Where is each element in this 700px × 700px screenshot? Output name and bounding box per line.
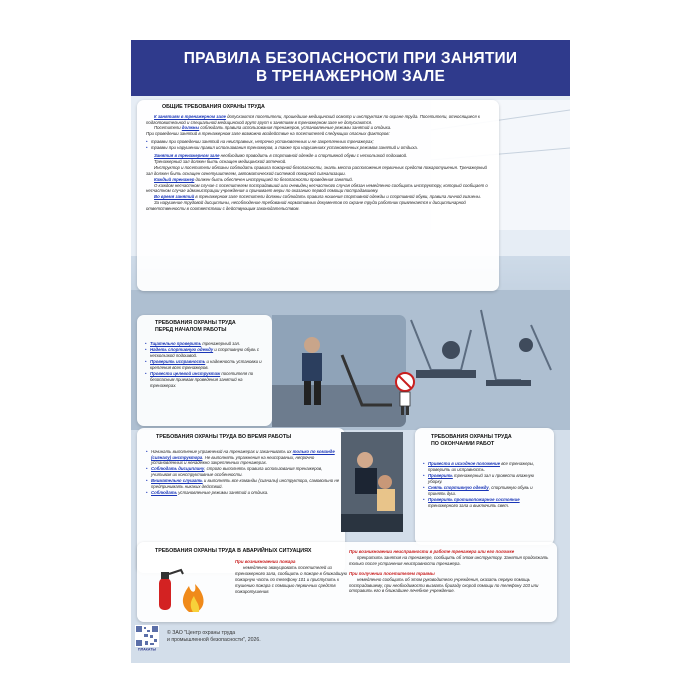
general-p9-text: в тренажерном зале посетители должны соблюдать правила ношения спортивной одежды и спортивной обуви, правила личной гигиены.	[194, 194, 481, 200]
before-item-link: Провести целевой инструктаж	[150, 370, 221, 376]
general-p2-text: соблюдать правила использования тренажеров, установленные режимы занятий и отдыха.	[199, 125, 392, 131]
fault-heading: При возникновении неисправности в работе тренажера или его поломке	[349, 549, 515, 554]
during-item	[146, 490, 341, 496]
qr-caption: ПЛАКАТЫ	[137, 647, 157, 651]
general-paragraph-8: О каждом несчастном случае с посетителем пострадавший или очевидец несчастного случая обязан немедленно сообщить инструктору, который сообщает о несчастном случае администрации учреждения и принимает меры по оказанию первой помощи пострадавшему.	[146, 182, 488, 194]
emergency-panel	[137, 542, 557, 622]
general-p1-link: К занятиям в тренажерном зале	[154, 113, 226, 119]
after-item-text: тренажерный зал и провести влажную уборку.	[428, 473, 534, 484]
after-item-text: , спортивную обувь и принять душ.	[428, 484, 533, 496]
after-item-text: тренажерного зала и выключить свет.	[428, 502, 509, 508]
after-item	[423, 473, 548, 485]
before-item-link: Тщательно проверить	[150, 341, 202, 347]
general-requirements-panel	[137, 100, 499, 291]
after-item-text: все тренажеры, проверить их исправность.	[428, 461, 535, 473]
general-p7-text: должен быть обеспечен инструкцией по безопасности проведения занятий.	[194, 176, 354, 182]
qr-code-icon	[135, 625, 159, 651]
fire-heading: При возникновении пожара	[235, 559, 296, 564]
after-work-list	[423, 461, 548, 508]
fault-text: прекратить занятия на тренажере, сообщить об этом инструктору. Занятия продолжать только после устранения неисправности тренажера.	[349, 554, 549, 566]
after-item	[423, 461, 548, 473]
after-item-link: Проверить противопожарное состояние	[428, 496, 520, 502]
before-work-title-line-2: ПЕРЕД НАЧАЛОМ РАБОТЫ	[155, 326, 227, 333]
trainer-photo	[341, 432, 403, 532]
after-item	[423, 497, 548, 509]
poster	[131, 40, 570, 663]
general-paragraph-6: Инструктор и посетители обязаны соблюдать правила пожарной безопасности, знать места расположения первичных средств пожаротушения. Тренажерный зал должен быть оснащен огнетушителем, автоматической системой пожарной сигнализации.	[146, 164, 487, 176]
general-requirements-title: ОБЩИЕ ТРЕБОВАНИЯ ОХРАНЫ ТРУДА	[162, 104, 265, 110]
injury-text: немедленно сообщить об этом руководителю учреждения, оказать первую помощь пострадавшему, при необходимости вызвать бригаду скорой помощи по телефону 103 или отправить его в ближайшее лечебное учреждение.	[349, 576, 539, 594]
during-work-title: ТРЕБОВАНИЯ ОХРАНЫ ТРУДА ВО ВРЕМЯ РАБОТЫ	[156, 434, 292, 440]
gym-photo	[272, 315, 406, 427]
fire-block	[235, 559, 349, 594]
poster-title	[131, 40, 570, 96]
before-item-link: Проверить исправность	[150, 358, 206, 364]
general-p2-link: должны	[181, 125, 200, 131]
copyright-line-1: © ЗАО "Центр охраны труда	[167, 630, 236, 636]
before-work-title-line-1: ТРЕБОВАНИЯ ОХРАНЫ ТРУДА	[155, 320, 236, 326]
during-item-text: . Не выполнять упражнения на неисправных, непрочно установленных и ненадежно закрепленных тренажерах.	[151, 454, 315, 466]
before-work-panel	[137, 315, 272, 426]
after-item-link: Привести в исходное положение	[428, 461, 501, 467]
general-p4-link: Занятия в тренажерном зале	[154, 153, 220, 159]
general-paragraph-5: Тренажерный зал должен быть оснащен медицинской аптечкой.	[154, 158, 287, 164]
general-p2-start: Посетители	[154, 125, 182, 131]
injury-heading: При получении посетителем травмы	[349, 570, 435, 576]
hazard-item: • травмы при проведении занятий на неисправных, непрочно установленных и не закрепленных тренажерах;	[146, 139, 491, 145]
fault-block	[349, 549, 551, 594]
general-p9-link: Во время занятий	[154, 194, 195, 200]
copyright-line-2: и промышленной безопасности", 2026.	[167, 636, 261, 643]
during-item-text: , строго выполнять правила использования тренажеров, учитывая их конструктивные особенности.	[151, 466, 323, 478]
before-item-text: тренажерный зал.	[201, 341, 241, 347]
after-work-title-line-2: ПО ОКОНЧАНИИ РАБОТ	[431, 440, 495, 447]
general-p1-text: допускаются посетители, прошедшие медицинский осмотр и инструктаж по охране труда. Посетители, относящиеся к подготовительной и специальной медицинской групп групп к занятиям в тренажерном зале не допускаются.	[146, 113, 480, 125]
during-item	[146, 466, 341, 478]
during-item-link: Соблюдать	[151, 489, 178, 495]
before-item-text: и надежность установки и крепления всех тренажеров.	[150, 358, 262, 370]
during-item	[146, 478, 341, 490]
after-item-link: Снять спортивную одежду	[428, 484, 489, 490]
before-work-list	[145, 341, 266, 388]
before-item-link: Надеть спортивную одежду	[150, 347, 214, 353]
before-item	[145, 347, 266, 359]
after-work-panel	[415, 428, 554, 545]
general-p7-link: Каждый тренажер	[154, 176, 195, 182]
emergency-title: ТРЕБОВАНИЯ ОХРАНЫ ТРУДА В АВАРИЙНЫХ СИТУАЦИЯХ	[155, 548, 312, 554]
after-work-title-line-1: ТРЕБОВАНИЯ ОХРАНЫ ТРУДА	[431, 434, 512, 440]
before-item	[145, 371, 266, 389]
during-item-link: Внимательно слушать	[151, 478, 203, 484]
before-item-text: посетителя по безопасным приемам проведения занятий на тренажерах.	[150, 370, 254, 388]
warning-mascot-icon	[393, 372, 417, 416]
after-item	[423, 485, 548, 497]
fire-extinguisher-icon	[149, 564, 209, 614]
during-item-text: и выполнять все команды (сигналы) инструктора, самовольно не предпринимать никаких действий.	[151, 478, 340, 490]
hazard-item: • травмы при нарушении правил использования тренажеров, а также при нарушениях установленных режимов занятий и отдыха.	[146, 145, 491, 151]
general-paragraph-10: За нарушение трудовой дисциплины, несоблюдение требований нормативных документов по охране труда работник привлекается к дисциплинарной ответственности в соответствии с действующим законодательством.	[146, 200, 466, 212]
during-item-text: Начинать выполнение упражнений на тренажерах и заканчивать их	[151, 448, 293, 454]
during-item-link: только по команде (сигналу) инструктора	[151, 448, 335, 460]
general-paragraph-1	[146, 114, 491, 126]
after-item-link: Проверить	[428, 473, 453, 478]
title-line-2: В ТРЕНАЖЕРНОМ ЗАЛЕ	[255, 68, 446, 85]
during-item	[146, 449, 341, 467]
during-item-link: Соблюдать дисциплину	[151, 466, 205, 472]
general-p4-text: необходимо проводить в спортивной одежде и спортивной обуви с нескользкой подошвой.	[219, 153, 408, 159]
title-line-1: ПРАВИЛА БЕЗОПАСНОСТИ ПРИ ЗАНЯТИИ	[183, 50, 518, 67]
fire-text: немедленно эвакуировать посетителей из тренажерного зала, сообщить о пожаре в ближайшую пожарную часть по телефону 101 и приступить к тушению пожара с помощью первичных средств пожаротушения.	[235, 564, 347, 594]
copyright	[167, 630, 261, 643]
during-item-text: установленные режимы занятий и отдыха.	[177, 489, 269, 495]
hazard-list	[146, 139, 491, 151]
before-item-text: и спортивную обувь с нескользкой подошвой.	[150, 347, 260, 358]
during-work-list	[146, 449, 341, 496]
before-item	[145, 359, 266, 371]
general-paragraph-3: При проведении занятий в тренажерном зале возможно воздействие на посетителей следующих опасных факторов:	[146, 131, 390, 137]
